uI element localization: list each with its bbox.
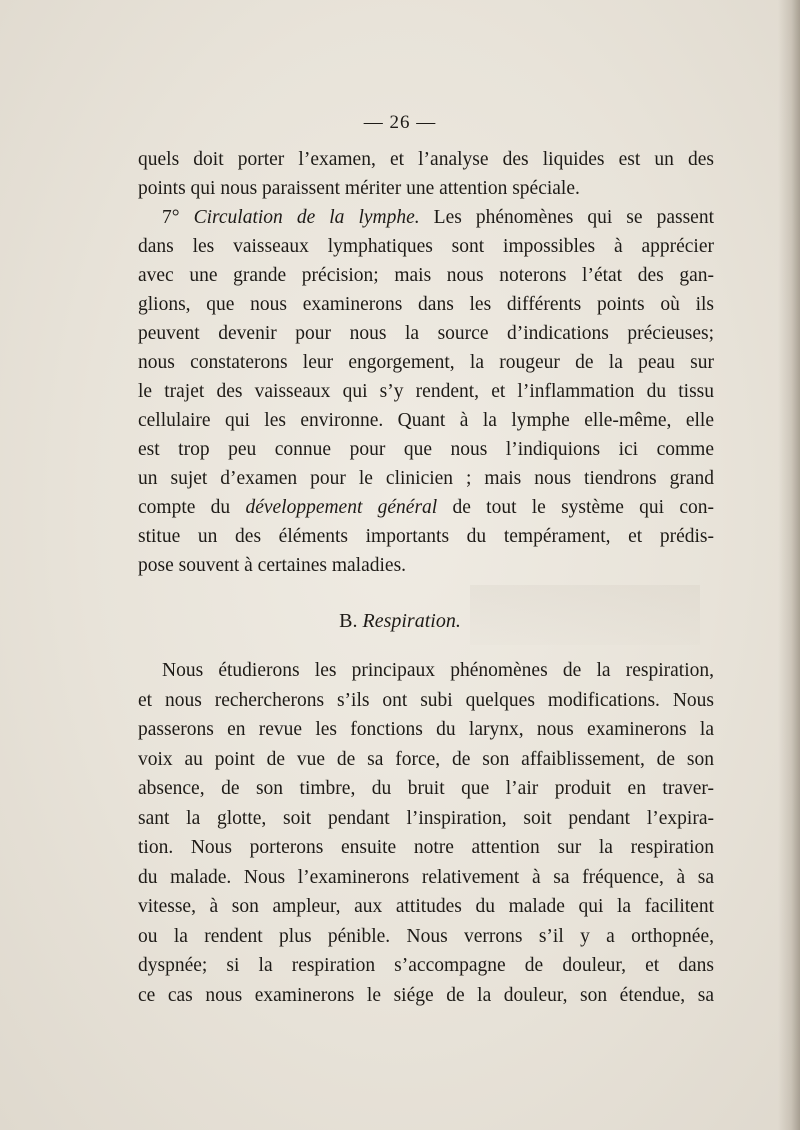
text-line <box>138 203 714 232</box>
text-line: quels doit porter l’examen, et l’analyse des liquides est un des <box>138 149 714 170</box>
item-number: 7° <box>162 207 180 228</box>
text-run: Les phénomènes qui se passent <box>433 207 714 228</box>
text-run: de tout le système qui con- <box>452 497 715 518</box>
text-line: un sujet d’examen pour le clinicien ; mais nous tiendrons grand <box>138 468 714 489</box>
text-line: et nous rechercherons s’ils ont subi quelques modifications. Nous <box>138 689 714 711</box>
text-line: ce cas nous examinerons le siége de la douleur, son étendue, sa <box>138 984 714 1006</box>
subsection-title: Circulation de la lymphe. <box>193 207 420 228</box>
text-run: compte du <box>138 497 231 518</box>
text-line: dans les vaisseaux lymphatiques sont impossibles à apprécier <box>138 236 714 257</box>
text-line: stitue un des éléments importants du tempérament, et prédis- <box>138 526 714 547</box>
page-number: — 26 — <box>363 112 437 133</box>
text-line <box>138 493 714 522</box>
text-line: Nous étudierons les principaux phénomènes de la respiration, <box>162 660 714 681</box>
text-line: peuvent devenir pour nous la source d’indications précieuses; <box>138 323 714 344</box>
paragraph-3 <box>138 656 714 1010</box>
text-line: absence, de son timbre, du bruit que l’air produit en traver- <box>138 778 714 799</box>
text-line: ou la rendent plus pénible. Nous verrons s’il y a orthopnée, <box>138 925 714 947</box>
text-line: le trajet des vaisseaux qui s’y rendent, et l’inflammation du tissu <box>138 381 714 402</box>
section-title: Respiration. <box>362 610 461 632</box>
text-line: voix au point de vue de sa force, de son affaiblissement, de son <box>138 748 714 770</box>
text-line: tion. Nous porterons ensuite notre attention sur la respiration <box>138 837 714 858</box>
page-edge-shadow <box>778 0 800 1130</box>
emphasis-text: développement général <box>245 497 438 518</box>
text-line: glions, que nous examinerons dans les différents points où ils <box>138 294 714 315</box>
text-line: est trop peu connue pour que nous l’indiquions ici comme <box>138 439 714 460</box>
text-line: nous constaterons leur engorgement, la rougeur de la peau sur <box>138 352 714 373</box>
text-line: cellulaire qui les environne. Quant à la lymphe elle-même, elle <box>138 410 714 431</box>
text-line: du malade. Nous l’examinerons relativement à sa fréquence, à sa <box>138 866 714 888</box>
text-line: passerons en revue les fonctions du larynx, nous examinerons la <box>138 719 714 740</box>
text-line: pose souvent à certaines maladies. <box>138 555 407 576</box>
text-line: vitesse, à son ampleur, aux attitudes du malade qui la facilitent <box>138 896 714 917</box>
section-heading <box>0 610 800 633</box>
text-line: points qui nous paraissent mériter une attention spéciale. <box>138 178 580 199</box>
text-line: sant la glotte, soit pendant l’inspiration, soit pendant l’expira- <box>138 807 714 829</box>
text-line: avec une grande précision; mais nous noterons l’état des gan- <box>138 265 714 286</box>
text-line: dyspnée; si la respiration s’accompagne de douleur, et dans <box>138 955 714 976</box>
paragraph-2 <box>138 203 714 580</box>
section-letter: B. <box>339 610 358 632</box>
paragraph-1 <box>138 145 714 203</box>
